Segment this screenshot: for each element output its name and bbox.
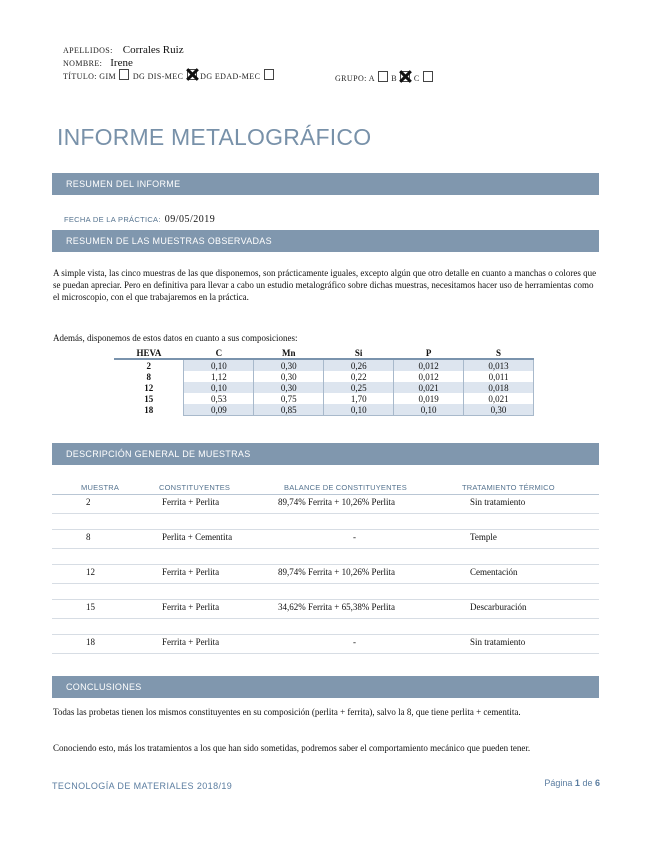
titulo-row: [63, 69, 275, 81]
table-row: [114, 382, 534, 393]
desc-cell: -: [353, 532, 356, 542]
section-bar-resumen: [52, 173, 599, 195]
comp-cell: 0,019: [394, 393, 464, 404]
checkbox-dismec-checked[interactable]: [187, 69, 197, 80]
conclusion-paragraph-1: Todas las probetas tienen los mismos constituyentes en su composición (perlita + ferrita), salvo la 8, que tiene perlita + cementita.: [53, 707, 521, 717]
composition-table: [114, 347, 534, 416]
table-row: [114, 371, 534, 382]
conclusion-paragraph-2: Conociendo esto, más los tratamientos a los que han sido sometidas, podremos saber el comportamiento mecánico que pueden tener.: [53, 743, 531, 753]
fecha-value: 09/05/2019: [164, 214, 216, 225]
desc-header-muestra: MUESTRA: [81, 483, 120, 492]
desc-cell: 8: [86, 532, 91, 542]
section-title-descripcion: DESCRIPCIÓN GENERAL DE MUESTRAS: [66, 449, 251, 459]
comp-cell: 15: [144, 393, 154, 404]
desc-cell: 89,74% Ferrita + 10,26% Perlita: [278, 567, 396, 577]
comp-header: P: [394, 347, 464, 359]
comp-cell: 0,30: [254, 359, 324, 371]
desc-cell: 89,74% Ferrita + 10,26% Perlita: [278, 497, 396, 507]
checkbox-edadmec[interactable]: [264, 69, 274, 80]
nombre-value: Irene: [110, 57, 133, 69]
grupo-label: GRUPO: A: [335, 74, 375, 83]
row-divider: [52, 653, 599, 654]
grupo-row: [335, 71, 434, 83]
row-divider: [52, 634, 599, 635]
page-prefix: Página: [544, 778, 573, 788]
titulo-opt1: DG DIS-MEC: [132, 72, 184, 81]
comp-cell: 0,10: [324, 404, 394, 416]
desc-cell: Temple: [470, 532, 497, 542]
comp-header: Mn: [254, 347, 324, 359]
comp-cell: 0,25: [324, 382, 394, 393]
desc-header-tratamiento: TRATAMIENTO TÉRMICO: [462, 483, 555, 492]
row-divider: [52, 583, 599, 584]
row-divider: [52, 599, 599, 600]
comp-cell: 0,021: [464, 393, 534, 404]
comp-cell: 0,26: [324, 359, 394, 371]
comp-cell: 0,10: [184, 382, 254, 393]
comp-cell: 0,53: [184, 393, 254, 404]
desc-header-balance: BALANCE DE CONSTITUYENTES: [284, 483, 407, 492]
comp-cell: 0,018: [464, 382, 534, 393]
section-bar-conclusiones: [52, 676, 599, 698]
desc-cell: 34,62% Ferrita + 65,38% Perlita: [278, 602, 396, 612]
desc-cell: 18: [86, 637, 95, 647]
desc-cell: Descarburación: [470, 602, 527, 612]
nombre-label: NOMBRE:: [63, 59, 103, 68]
section-title-resumen: RESUMEN DEL INFORME: [66, 179, 181, 189]
section-title-muestras: RESUMEN DE LAS MUESTRAS OBSERVADAS: [66, 236, 272, 246]
desc-cell: Ferrita + Perlita: [162, 567, 220, 577]
comp-cell: 1,70: [324, 393, 394, 404]
grupo-c: C: [413, 74, 420, 83]
comp-cell: 18: [144, 404, 154, 415]
desc-cell: Sin tratamiento: [470, 637, 526, 647]
page-total: 6: [594, 778, 600, 788]
apellidos-label: APELLIDOS:: [63, 46, 113, 55]
comp-header: Si: [324, 347, 394, 359]
comp-cell: 0,09: [184, 404, 254, 416]
table-row: [114, 404, 534, 416]
desc-cell: Ferrita + Perlita: [162, 602, 220, 612]
row-divider: [52, 548, 599, 549]
checkbox-grupo-b-checked[interactable]: [400, 71, 410, 82]
comp-cell: 0,75: [254, 393, 324, 404]
comp-cell: 12: [144, 382, 154, 393]
composition-header-row: [114, 347, 534, 359]
checkbox-grupo-c[interactable]: [423, 71, 433, 82]
comp-cell: 0,30: [254, 382, 324, 393]
comp-cell: 0,011: [464, 371, 534, 382]
checkbox-grupo-a[interactable]: [378, 71, 388, 82]
row-divider: [52, 529, 599, 530]
page-title: INFORME METALOGRÁFICO: [57, 124, 372, 150]
comp-cell: 0,85: [254, 404, 324, 416]
section-bar-descripcion: [52, 443, 599, 465]
desc-cell: Ferrita + Perlita: [162, 497, 220, 507]
row-divider: [52, 513, 599, 514]
comp-cell: 2: [146, 360, 151, 371]
composition-intro: Además, disponemos de estos datos en cuanto a sus composiciones:: [53, 333, 298, 343]
row-divider: [52, 564, 599, 565]
table-row: [114, 359, 534, 371]
comp-cell: 0,30: [254, 371, 324, 382]
row-divider: [52, 618, 599, 619]
fecha-label: FECHA DE LA PRÁCTICA:: [64, 215, 161, 224]
titulo-label: TÍTULO: GIM: [63, 72, 117, 81]
page-number: [544, 778, 600, 788]
apellidos-value: Corrales Ruiz: [122, 44, 184, 56]
desc-header-constituyentes: CONSTITUYENTES: [159, 483, 231, 492]
desc-cell: Perlita + Cementita: [162, 532, 233, 542]
comp-cell: 0,22: [324, 371, 394, 382]
desc-cell: 12: [86, 567, 95, 577]
desc-header-divider: [52, 494, 599, 495]
footer-course: TECNOLOGÍA DE MATERIALES 2018/19: [52, 781, 233, 791]
section-title-conclusiones: CONCLUSIONES: [66, 682, 142, 692]
comp-cell: 0,10: [394, 404, 464, 416]
comp-cell: 0,012: [394, 359, 464, 371]
comp-cell: 8: [146, 371, 151, 382]
desc-cell: Cementación: [470, 567, 518, 577]
table-row: [114, 393, 534, 404]
comp-cell: 0,30: [464, 404, 534, 416]
desc-cell: 15: [86, 602, 95, 612]
comp-cell: 0,10: [184, 359, 254, 371]
grupo-b: B: [391, 74, 397, 83]
desc-cell: -: [353, 637, 356, 647]
comp-header: HEVA: [114, 347, 184, 359]
comp-cell: 0,021: [394, 382, 464, 393]
desc-cell: Sin tratamiento: [470, 497, 526, 507]
page-current: 1: [574, 778, 580, 788]
comp-header: S: [464, 347, 534, 359]
desc-cell: 2: [86, 497, 91, 507]
page-of: de: [582, 778, 593, 788]
comp-header: C: [184, 347, 254, 359]
intro-paragraph: A simple vista, las cinco muestras de las que disponemos, son prácticamente iguales, excepto algún que otro detalle en cuanto a manchas o colores que se puedan apreciar. Pero en definitiva para llevar a cabo un estudio metalográfico sobre dichas muestras, necesitamos hacer uso de herramientas como el microscopio, con el que trabajaremos en la práctica.: [53, 268, 597, 302]
desc-cell: Ferrita + Perlita: [162, 637, 220, 647]
comp-cell: 1,12: [184, 371, 254, 382]
comp-cell: 0,013: [464, 359, 534, 371]
fecha-row: [64, 209, 215, 227]
titulo-opt2: DG EDAD-MEC: [200, 72, 261, 81]
checkbox-gim[interactable]: [119, 69, 129, 80]
comp-cell: 0,012: [394, 371, 464, 382]
section-bar-muestras: [52, 230, 599, 252]
